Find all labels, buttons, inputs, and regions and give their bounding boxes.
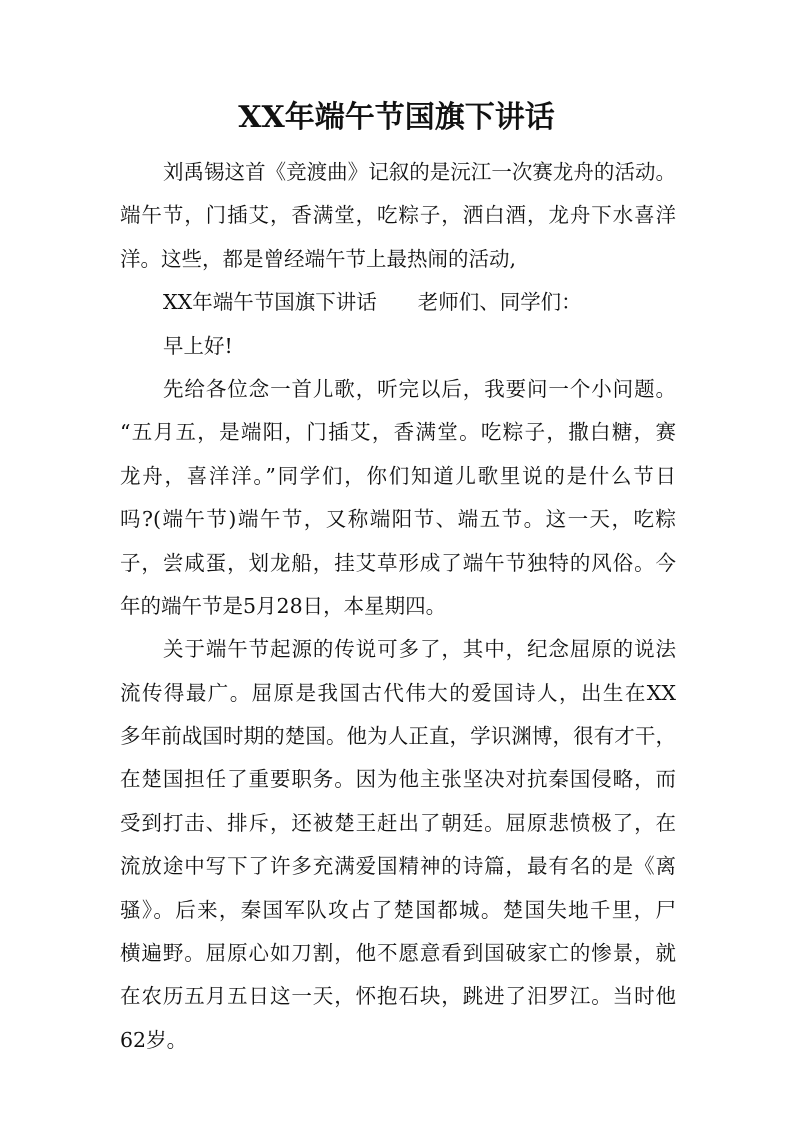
text-line: XX年端午节国旗下讲话 老师们、同学们：	[163, 290, 582, 315]
paragraph	[120, 628, 676, 1062]
text-line: 流放途中写下了许多充满爱国精神的诗篇，最有名的是《离	[120, 854, 676, 879]
paragraph	[120, 325, 676, 368]
paragraph	[120, 281, 676, 324]
text-line: 62岁。	[120, 1027, 188, 1052]
document-body	[120, 151, 676, 1062]
text-line: 子，尝咸蛋，划龙船，挂艾草形成了端午节独特的风俗。今	[120, 550, 676, 575]
text-line: 在农历五月五日这一天，怀抱石块，跳进了汨罗江。当时他	[120, 984, 676, 1009]
text-line: 龙舟，喜洋洋。”同学们，你们知道儿歌里说的是什么节日	[120, 463, 676, 488]
text-line: “五月五，是端阳，门插艾，香满堂。吃粽子，撒白糖，赛	[120, 420, 676, 445]
text-line: 骚》。后来，秦国军队攻占了楚国都城。楚国失地千里，尸	[120, 897, 676, 922]
text-line: 早上好!	[163, 333, 233, 358]
text-line: 在楚国担任了重要职务。因为他主张坚决对抗秦国侵略，而	[120, 767, 676, 792]
text-line: 关于端午节起源的传说可多了，其中，纪念屈原的说法	[163, 637, 676, 662]
text-line: 刘禹锡这首《竞渡曲》记叙的是沅江一次赛龙舟的活动。	[163, 160, 676, 184]
document-title: XX年端午节国旗下讲话	[238, 100, 555, 135]
text-line: 先给各位念一首儿歌，听完以后，我要问一个小问题。	[163, 376, 676, 401]
text-line: 多年前战国时期的楚国。他为人正直，学识渊博，很有才干，	[120, 724, 676, 749]
text-line: 横遍野。屈原心如刀割，他不愿意看到国破家亡的惨景，就	[120, 941, 676, 966]
text-line: 年的端午节是5月28日，本星期四。	[120, 593, 447, 618]
text-line: 洋。这些，都是曾经端午节上最热闹的活动,	[120, 246, 517, 271]
text-line: 受到打击、排斥，还被楚王赶出了朝廷。屈原悲愤极了，在	[120, 810, 676, 835]
paragraph	[120, 368, 676, 628]
text-line: 吗?(端午节)端午节，又称端阳节、端五节。这一天，吃粽	[120, 507, 676, 532]
text-line: 端午节，门插艾，香满堂，吃粽子，洒白酒，龙舟下水喜洋	[120, 203, 676, 228]
text-line: 流传得最广。屈原是我国古代伟大的爱国诗人，出生在XX	[120, 680, 676, 705]
paragraph	[120, 151, 676, 281]
